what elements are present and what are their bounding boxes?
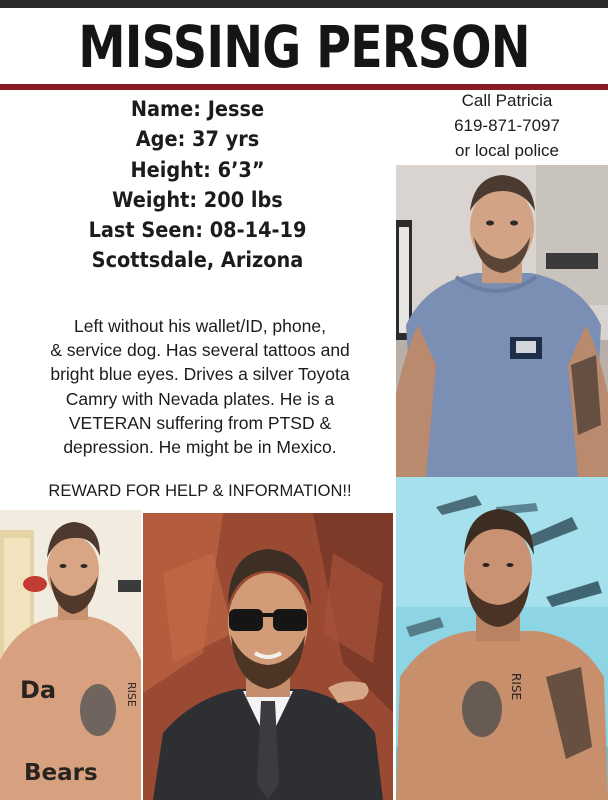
tattoo-rise-text: RISE (125, 682, 138, 707)
description-line: depression. He might be in Mexico. (63, 437, 337, 458)
photo-blue-shirt (396, 165, 608, 477)
top-border (0, 0, 608, 8)
tattoo-rise-text-right: RISE (509, 673, 523, 701)
description-line: & service dog. Has several tattoos and (50, 340, 350, 361)
detail-age: Age: 37 yrs (135, 127, 260, 152)
photo-da-bears-tattoo (0, 510, 141, 800)
detail-height: Height: 6’3” (130, 157, 265, 182)
tattoo-da-text: Da (20, 676, 57, 704)
contact-name: Call Patricia (461, 91, 553, 110)
photo-aquarium-pool (396, 477, 608, 800)
contact-info (412, 88, 602, 163)
description-line: bright blue eyes. Drives a silver Toyota (50, 364, 350, 385)
detail-weight: Weight: 200 lbs (112, 187, 283, 212)
headline: MISSING PERSON (78, 13, 530, 81)
description (4, 314, 396, 459)
detail-name: Name: Jesse (130, 97, 265, 121)
contact-phone: 619-871-7097 (454, 116, 560, 135)
description-line: Left without his wallet/ID, phone, (74, 316, 326, 336)
description-line: Camry with Nevada plates. He is a (65, 388, 335, 409)
reward-notice: REWARD FOR HELP & INFORMATION!! (48, 482, 352, 500)
photo-suit-sunglasses (143, 513, 393, 800)
detail-last-seen: Last Seen: 08-14-19 (88, 218, 307, 243)
detail-location: Scottsdale, Arizona (91, 248, 304, 273)
tattoo-bears-text: Bears (24, 760, 98, 786)
person-details (0, 94, 395, 276)
description-line: VETERAN suffering from PTSD & (68, 412, 332, 433)
contact-alt: or local police (455, 141, 559, 160)
